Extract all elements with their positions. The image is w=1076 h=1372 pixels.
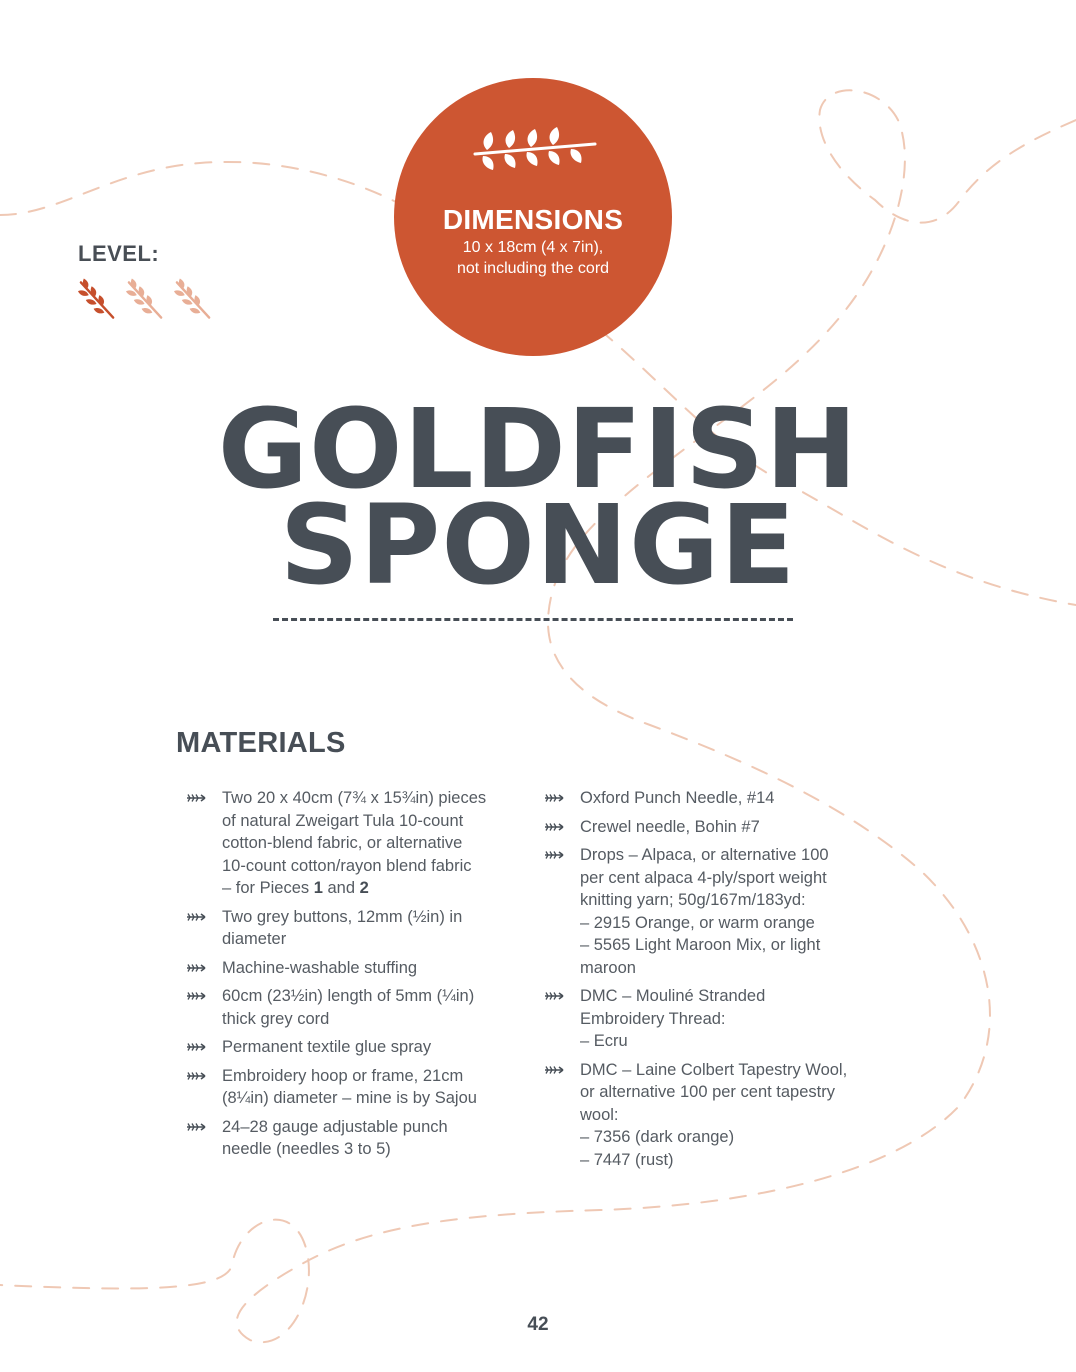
material-item-line: or alternative 100 per cent tapestry: [580, 1083, 835, 1101]
dimensions-note: not including the cord: [456, 260, 610, 277]
material-item: [186, 906, 531, 951]
material-item-line: cotton-blend fabric, or alternative: [222, 834, 463, 852]
piece-number: 1: [313, 879, 323, 897]
material-item: [544, 985, 884, 1053]
material-item-line: – 7447 (rust): [580, 1150, 674, 1169]
material-item-line: Two grey buttons, 12mm (½in) in: [222, 907, 463, 926]
materials-heading: MATERIALS: [176, 727, 346, 759]
material-item-line: – 2915 Orange, or warm orange: [580, 913, 815, 932]
material-item-line: Crewel needle, Bohin #7: [580, 817, 760, 836]
material-item: [544, 787, 884, 810]
material-item-line: wool:: [580, 1105, 619, 1124]
dimensions-badge: [394, 78, 672, 356]
material-item-line: DMC – Laine Colbert Tapestry Wool,: [580, 1060, 848, 1079]
wheat-sprig-icon: [174, 276, 215, 322]
arrow-sprig-icon: [186, 1071, 206, 1081]
dimensions-title: DIMENSIONS: [442, 204, 624, 235]
title-divider: [273, 618, 793, 621]
material-item-line: Embroidery Thread:: [580, 1009, 726, 1028]
page-number: 42: [527, 1314, 549, 1335]
arrow-sprig-icon: [544, 793, 564, 803]
material-item-line: diameter: [222, 930, 287, 948]
dimensions-size: 10 x 18cm (4 x 7in),: [462, 239, 604, 256]
material-item-line: Machine-washable stuffing: [222, 958, 418, 977]
material-item: [186, 1116, 531, 1161]
material-item-line: knitting yarn; 50g/167m/183yd:: [580, 891, 806, 909]
material-item-line: per cent alpaca 4-ply/sport weight: [580, 868, 827, 887]
arrow-sprig-icon: [186, 963, 206, 973]
level-label: LEVEL:: [78, 241, 160, 266]
wheat-sprig-icon: [78, 276, 119, 322]
material-item-line: thick grey cord: [222, 1009, 330, 1028]
wheat-sprig-icon: [126, 276, 167, 322]
material-item-text: – for Pieces: [222, 879, 314, 897]
material-item: [544, 844, 884, 979]
material-item-line: 10-count cotton/rayon blend fabric: [222, 856, 472, 875]
material-item-line: Two 20 x 40cm (7¾ x 15¾in) pieces: [222, 789, 487, 807]
material-item-line: needle (needles 3 to 5): [222, 1140, 391, 1158]
arrow-sprig-icon: [544, 1065, 564, 1075]
page-title-line-2: SPONGE: [279, 481, 797, 609]
material-item-line: – 7356 (dark orange): [580, 1128, 735, 1146]
level-rating: [78, 276, 215, 322]
arrow-sprig-icon: [544, 991, 564, 1001]
arrow-sprig-icon: [186, 912, 206, 922]
arrow-sprig-icon: [186, 991, 206, 1001]
material-item: [186, 1065, 531, 1110]
material-item-line: of natural Zweigart Tula 10-count: [222, 811, 464, 830]
material-item: [544, 816, 884, 839]
material-item-line: Embroidery hoop or frame, 21cm: [222, 1066, 464, 1085]
material-item-line: maroon: [580, 958, 636, 977]
material-item: [186, 985, 531, 1030]
arrow-sprig-icon: [544, 850, 564, 860]
material-item-line: Oxford Punch Needle, #14: [580, 789, 775, 807]
arrow-sprig-icon: [544, 822, 564, 832]
material-item-line: Drops – Alpaca, or alternative 100: [580, 846, 829, 864]
material-item-line: – Ecru: [580, 1032, 628, 1050]
arrow-sprig-icon: [186, 1042, 206, 1052]
material-item-line: 24–28 gauge adjustable punch: [222, 1117, 448, 1136]
materials-list-left: [186, 787, 531, 1167]
arrow-sprig-icon: [186, 1122, 206, 1132]
material-item-line: [222, 877, 531, 900]
material-item-line: – 5565 Light Maroon Mix, or light: [580, 936, 821, 954]
materials-list-right: [544, 787, 884, 1177]
material-item-line: Permanent textile glue spray: [222, 1038, 432, 1056]
material-item-line: (8¼in) diameter – mine is by Sajou: [222, 1089, 477, 1107]
piece-number: 2: [359, 879, 369, 897]
material-item-line: DMC – Mouliné Stranded: [580, 987, 766, 1005]
wheat-sprig-icon: [469, 120, 599, 172]
material-item: [544, 1059, 884, 1172]
material-item-line: 60cm (23½in) length of 5mm (¼in): [222, 987, 475, 1005]
page-title-line-1: GOLDFISH: [217, 385, 859, 513]
arrow-sprig-icon: [186, 793, 206, 803]
material-item: [186, 787, 531, 900]
material-item: [186, 957, 531, 980]
material-item-text: and: [322, 879, 360, 897]
material-item: [186, 1036, 531, 1059]
